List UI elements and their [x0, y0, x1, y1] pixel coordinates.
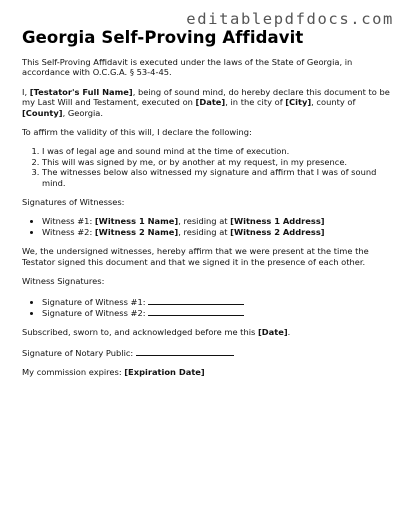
witness-name-placeholder: [Witness 2 Name] [94, 226, 179, 237]
witness-signatures-heading: Witness Signatures: [22, 276, 105, 287]
witness-heading: Signatures of Witnesses: [22, 197, 125, 208]
testator-name-placeholder: [Testator's Full Name] [29, 86, 133, 97]
declaration-text-2: , in the city of [225, 97, 286, 108]
watermark: editablepdfdocs.com [186, 10, 394, 28]
witness-signature-item [42, 307, 392, 318]
declaration-suffix: , Georgia. [62, 107, 104, 118]
declaration-text-1: , being of sound mind, do hereby declare this document to be my Last Will and Testament, executed on [22, 86, 390, 108]
subscribed-paragraph [22, 327, 392, 337]
subscribed-suffix: . [287, 327, 291, 338]
affirm-intro: To affirm the validity of this will, I declare the following: [22, 127, 252, 138]
witness-name-placeholder: [Witness 1 Name] [94, 216, 179, 227]
notary-signature-line[interactable] [136, 347, 234, 356]
witness-signature-item [42, 296, 392, 307]
declaration-prefix: I, [22, 86, 30, 97]
affirmation-list [22, 146, 392, 188]
witness-label: Witness #1: [42, 216, 95, 227]
declaration-text-3: , county of [311, 97, 356, 108]
declaration-paragraph [22, 87, 392, 118]
witness-list [22, 216, 392, 237]
notary-signature [22, 347, 392, 358]
affirmation-item: 3. The witnesses below also witnessed my signature and affirm that I was of sound mind. [42, 167, 392, 188]
witness-signature-list [22, 296, 392, 319]
commission-expiry [22, 367, 392, 377]
witness-address-placeholder: [Witness 1 Address] [230, 216, 325, 227]
signature-line[interactable] [148, 307, 244, 316]
subscribed-date-placeholder: [Date] [257, 327, 288, 338]
document-title: Georgia Self-Proving Affidavit [22, 28, 304, 47]
witness-residing-text: , residing at [178, 226, 231, 237]
county-placeholder: [County] [22, 107, 63, 118]
intro-paragraph: This Self-Proving Affidavit is executed under the laws of the State of Georgia, in accordance with O.C.G.A. § 53-4-45. [22, 57, 353, 78]
affirmation-item: 2. This will was signed by me, or by another at my request, in my presence. [42, 157, 392, 167]
subscribed-text: Subscribed, sworn to, and acknowledged before me this [22, 327, 258, 338]
witness-item [42, 216, 392, 226]
witness-address-placeholder: [Witness 2 Address] [230, 226, 325, 237]
signature-line[interactable] [148, 296, 244, 305]
witness-residing-text: , residing at [178, 216, 231, 227]
witness-label: Witness #2: [42, 226, 95, 237]
witness-signature-label: Signature of Witness #2: [42, 307, 149, 318]
execution-date-placeholder: [Date] [195, 97, 226, 108]
commission-label: My commission expires: [22, 367, 125, 378]
witness-item [42, 227, 392, 237]
affirmation-item: 1. I was of legal age and sound mind at the time of execution. [42, 146, 392, 156]
city-placeholder: [City] [285, 97, 312, 108]
witness-statement: We, the undersigned witnesses, hereby affirm that we were present at the time the Testator signed this document and that we signed it in the presence of each other. [22, 246, 369, 267]
document-body [22, 28, 392, 387]
notary-signature-label: Signature of Notary Public: [22, 347, 136, 358]
expiration-date-placeholder: [Expiration Date] [124, 367, 205, 378]
witness-signature-label: Signature of Witness #1: [42, 296, 149, 307]
